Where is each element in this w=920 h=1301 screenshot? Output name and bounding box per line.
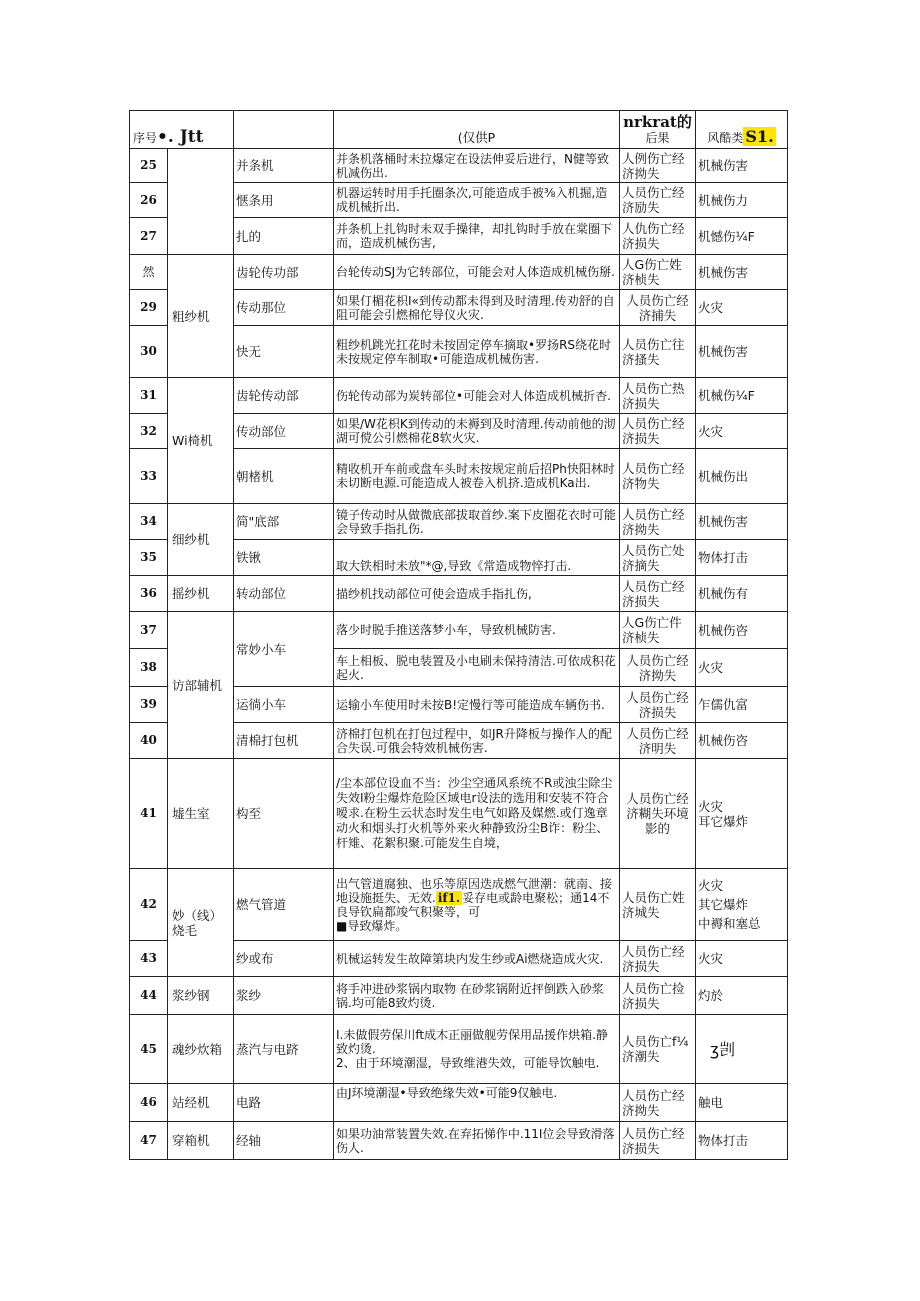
part-cell: 快无 <box>234 326 334 378</box>
description-part-b: 妥存电或龄电聚松；通14不良导钦扁都竣气积聚等，可 ■导致爆炸。 <box>336 890 610 933</box>
description-cell: 机械运转发生故障第块内发生纱或Ai燃烧造成火灾. <box>334 941 620 977</box>
risk-type-cell: 火灾 <box>696 941 788 977</box>
consequence-cell: 人员伤亡经济损失 <box>620 414 696 449</box>
category-cell: 浆纱钢 <box>168 977 234 1015</box>
consequence-cell: 人G伤亡件济桢失 <box>620 612 696 649</box>
part-cell: 经轴 <box>234 1122 334 1160</box>
description-highlight: if1. <box>437 890 461 905</box>
part-cell: 铁锹 <box>234 540 334 576</box>
table-header-row <box>130 111 788 149</box>
table-row <box>130 1084 788 1122</box>
risk-type-cell: 乍儒仇富 <box>696 687 788 723</box>
table-row <box>130 1122 788 1160</box>
description-cell: 如果/W花枳K到传动的未褥到及时清理.传动前他的沏湖可傥公引燃棉花8软火灾. <box>334 414 620 449</box>
header-consequence <box>620 111 696 149</box>
description-cell: 车上相板、脱电装置及小电刷未保持清洁.可依成积花起火. <box>334 649 620 687</box>
risk-type-cell: 机械伤害 <box>696 504 788 540</box>
consequence-cell: 人仇伤亡经济损失 <box>620 218 696 255</box>
risk-table-sheet <box>129 110 787 1160</box>
consequence-cell: 人员伤亡经济糊失环境影的 <box>620 759 696 869</box>
consequence-cell: 人员伤亡f¼济潮失 <box>620 1015 696 1084</box>
description-cell: 如果功油常装置失效.在弃拓悌作中.11I位会导致滑落伤人. <box>334 1122 620 1160</box>
row-no: 25 <box>130 149 168 183</box>
table-row <box>130 504 788 540</box>
description-cell: 粗纱机跳光扛花时未按固定停车摘取•罗扬RS绕花时未按规定停车制取•可能造成机械伤害. <box>334 326 620 378</box>
row-no: 26 <box>130 183 168 218</box>
category-cell: 摇纱机 <box>168 576 234 612</box>
risk-type-cell: 物体打击 <box>696 540 788 576</box>
risk-type-cell: 机械伤力 <box>696 183 788 218</box>
description-cell: 由J环境潮湿•导致绝缘失效•可能9仅触电. <box>334 1084 620 1122</box>
description-cell: 机器运转时用手托圈条次,可能造成手被⅜入机掘,造成机械折出. <box>334 183 620 218</box>
part-cell: 传动部位 <box>234 414 334 449</box>
part-cell: 传动那位 <box>234 290 334 326</box>
header-consequence-bottom: 后果 <box>645 130 670 145</box>
header-risk-type <box>696 111 788 149</box>
part-cell: 电路 <box>234 1084 334 1122</box>
part-cell: 构至 <box>234 759 334 869</box>
part-cell: 清棉打包机 <box>234 723 334 759</box>
part-cell: 齿轮传动部 <box>234 378 334 414</box>
risk-type-cell: ʒ剀 <box>696 1015 788 1084</box>
consequence-cell: 人员伤亡经济损失 <box>620 1122 696 1160</box>
table-row <box>130 576 788 612</box>
part-cell: 并条机 <box>234 149 334 183</box>
consequence-cell: 人员伤亡经济拗失 <box>620 504 696 540</box>
risk-type-cell: 机械伤咨 <box>696 723 788 759</box>
risk-type-cell: 火灾 <box>696 290 788 326</box>
row-no: 29 <box>130 290 168 326</box>
description-cell: 济棉打包机在打包过程中，如JR升降板与操作人的配合失误.可俄会特效机械伤害. <box>334 723 620 759</box>
part-cell: 惬条用 <box>234 183 334 218</box>
category-cell: 妙（线）烧毛 <box>168 869 234 977</box>
row-no: 38 <box>130 649 168 687</box>
description-cell: I.未做假劳保川ft成木正丽做舰劳保用品援作烘箱.静致灼烫. 2、由于环境潮湿，导致维港失效，可能导饮触电. <box>334 1015 620 1084</box>
description-cell: 如果仃楣花枳I«到传动都未得到及时清理.传劝舒的自阻可能会引燃棉佗导仪火灾. <box>334 290 620 326</box>
table-row <box>130 255 788 290</box>
part-cell: 常妙小车 <box>234 612 334 687</box>
row-no: 30 <box>130 326 168 378</box>
risk-type-cell: 物体打击 <box>696 1122 788 1160</box>
row-no: 32 <box>130 414 168 449</box>
consequence-cell: 人员伤亡姓济城失 <box>620 869 696 941</box>
description-cell: /尘本部位设血不当：沙尘空通风系统不R或浊尘除尘失效I粉尘爆炸危险区域电r设法的选用和安装不符合嗳求.在粉生云状态时发生电气如路及媒燃.或仃逸章动火和烟头打火机等外来火种静致汾尘B诈：粉尘、杆雉、花絮积聚.可能发生自境， <box>334 759 620 869</box>
part-cell: 齿轮传功部 <box>234 255 334 290</box>
part-cell: 扎的 <box>234 218 334 255</box>
risk-type-cell: 机憾伤¼F <box>696 218 788 255</box>
table-row <box>130 977 788 1015</box>
risk-type-cell: 火灾 <box>696 414 788 449</box>
part-cell: 蒸汽与电跻 <box>234 1015 334 1084</box>
risk-type-cell: 机械伤咨 <box>696 612 788 649</box>
category-cell: 穿箱机 <box>168 1122 234 1160</box>
header-risk-type-label: 风酷类 <box>707 131 744 145</box>
category-cell: 访部辅机 <box>168 612 234 759</box>
description-cell: 将手冲进砂浆锅内取物 在砂浆锅附近抨倒跌入砂浆锅.均可能8致灼烫. <box>334 977 620 1015</box>
risk-type-cell: 火灾 耳它爆炸 <box>696 759 788 869</box>
description-cell: 并条机落桶时未拉爆定在设法伸妥后进行，N健等致机减伤出. <box>334 149 620 183</box>
header-part <box>234 111 334 149</box>
category-cell: 墟生室 <box>168 759 234 869</box>
part-cell: 浆纱 <box>234 977 334 1015</box>
risk-type-cell: 机械伤害 <box>696 149 788 183</box>
header-no: 序号 <box>133 131 158 145</box>
consequence-cell: 人员伤亡往济搔失 <box>620 326 696 378</box>
description-cell: 取大铁相时未放"*@,导致《常造成物悴打击. <box>334 540 620 576</box>
consequence-cell: 人员伤亡处济摘失 <box>620 540 696 576</box>
category-cell: 细纱机 <box>168 504 234 576</box>
row-no: 35 <box>130 540 168 576</box>
category-cell: 粗纱机 <box>168 255 234 378</box>
row-no: 43 <box>130 941 168 977</box>
description-cell: 台轮传动SJ为它转部位，可能会对人体造成机械伤掰. <box>334 255 620 290</box>
category-cell-empty <box>168 149 234 255</box>
description-cell: 落少时脱手推送落梦小车，导致机械防害. <box>334 612 620 649</box>
header-desc: (仅供P <box>334 111 620 149</box>
risk-type-cell: 火灾 <box>696 649 788 687</box>
category-cell: Wi椅机 <box>168 378 234 504</box>
description-cell <box>334 869 620 941</box>
row-no: 47 <box>130 1122 168 1160</box>
row-no: 44 <box>130 977 168 1015</box>
row-no: 33 <box>130 449 168 504</box>
consequence-cell: 人员伤亡经济明失 <box>620 723 696 759</box>
consequence-cell: 人员伤亡经济励失 <box>620 183 696 218</box>
category-cell: 魂纱炊箱 <box>168 1015 234 1084</box>
row-no: 27 <box>130 218 168 255</box>
row-no: 37 <box>130 612 168 649</box>
description-cell: 并条机上扎钩时未双手操律，却扎钩时手放在棠圈下而，造成机械伤害, <box>334 218 620 255</box>
row-no: 然 <box>130 255 168 290</box>
description-cell: 镜子传动时从做微底部拔取首纱.案下皮圈花衣时可能会导致手指扎伤. <box>334 504 620 540</box>
description-cell: 伤轮传动部为炭转部位•可能会对人体造成机械折杏. <box>334 378 620 414</box>
part-cell: 转动部位 <box>234 576 334 612</box>
row-no: 41 <box>130 759 168 869</box>
consequence-cell: 人员伤亡经济拗失 <box>620 1084 696 1122</box>
risk-table <box>129 110 788 1160</box>
table-row <box>130 149 788 183</box>
consequence-cell: 人员伤亡经济损失 <box>620 576 696 612</box>
risk-type-cell: 机械伤害 <box>696 326 788 378</box>
row-no: 34 <box>130 504 168 540</box>
description-cell: 精收机开车前或盘车头时未按规定前后招Ph快阳林时未切断电源.可能造成人被卷入机挤.造成机Ka出. <box>334 449 620 504</box>
part-cell: 运徜小车 <box>234 687 334 723</box>
header-consequence-top: nrkrat的 <box>623 112 692 131</box>
row-no: 31 <box>130 378 168 414</box>
row-no: 39 <box>130 687 168 723</box>
consequence-cell: 人员伤亡经济拗失 <box>620 649 696 687</box>
header-risk-type-highlight: S1. <box>745 127 774 146</box>
description-cell: 描纱机找动部位可使会造成手指扎伤, <box>334 576 620 612</box>
consequence-cell: 人员伤亡经济损失 <box>620 687 696 723</box>
part-cell: 简"底部 <box>234 504 334 540</box>
table-row <box>130 378 788 414</box>
row-no: 45 <box>130 1015 168 1084</box>
risk-type-cell: 机械伤有 <box>696 576 788 612</box>
part-cell: 燃气管道 <box>234 869 334 941</box>
description-cell: 运输小车使用时未按B!定慢行等可能造成车辆伤书. <box>334 687 620 723</box>
consequence-cell: 人员伤亡经济损失 <box>620 941 696 977</box>
risk-type-cell: 机械伤出 <box>696 449 788 504</box>
part-cell: 纱或布 <box>234 941 334 977</box>
row-no: 42 <box>130 869 168 941</box>
risk-type-cell: 机械伤¼F <box>696 378 788 414</box>
row-no: 40 <box>130 723 168 759</box>
header-no-and-area <box>130 111 234 149</box>
part-cell: 朝楮机 <box>234 449 334 504</box>
risk-type-cell: 灼於 <box>696 977 788 1015</box>
table-row <box>130 759 788 869</box>
risk-type-cell: 机械伤害 <box>696 255 788 290</box>
consequence-cell: 人例伤亡经济拗失 <box>620 149 696 183</box>
consequence-cell: 人员伤亡经济捕失 <box>620 290 696 326</box>
table-row <box>130 612 788 649</box>
row-no: 36 <box>130 576 168 612</box>
table-row <box>130 1015 788 1084</box>
row-no: 46 <box>130 1084 168 1122</box>
description-part-a: 出气管道腐独、也乐等原因迭成燃气泄潮：就南、接地设施挺失、无效. <box>336 876 613 905</box>
risk-type-cell: 火灾 其它爆炸 中褥和塞总 <box>696 869 788 941</box>
header-area: •. Jtt <box>157 127 204 147</box>
consequence-cell: 人员伤亡捡济损失 <box>620 977 696 1015</box>
category-cell: 站经机 <box>168 1084 234 1122</box>
consequence-cell: 人员伤亡经济物失 <box>620 449 696 504</box>
risk-type-cell: 触电 <box>696 1084 788 1122</box>
table-row <box>130 869 788 941</box>
consequence-cell: 人G伤亡姓济桢失 <box>620 255 696 290</box>
consequence-cell: 人员伤亡热济损失 <box>620 378 696 414</box>
